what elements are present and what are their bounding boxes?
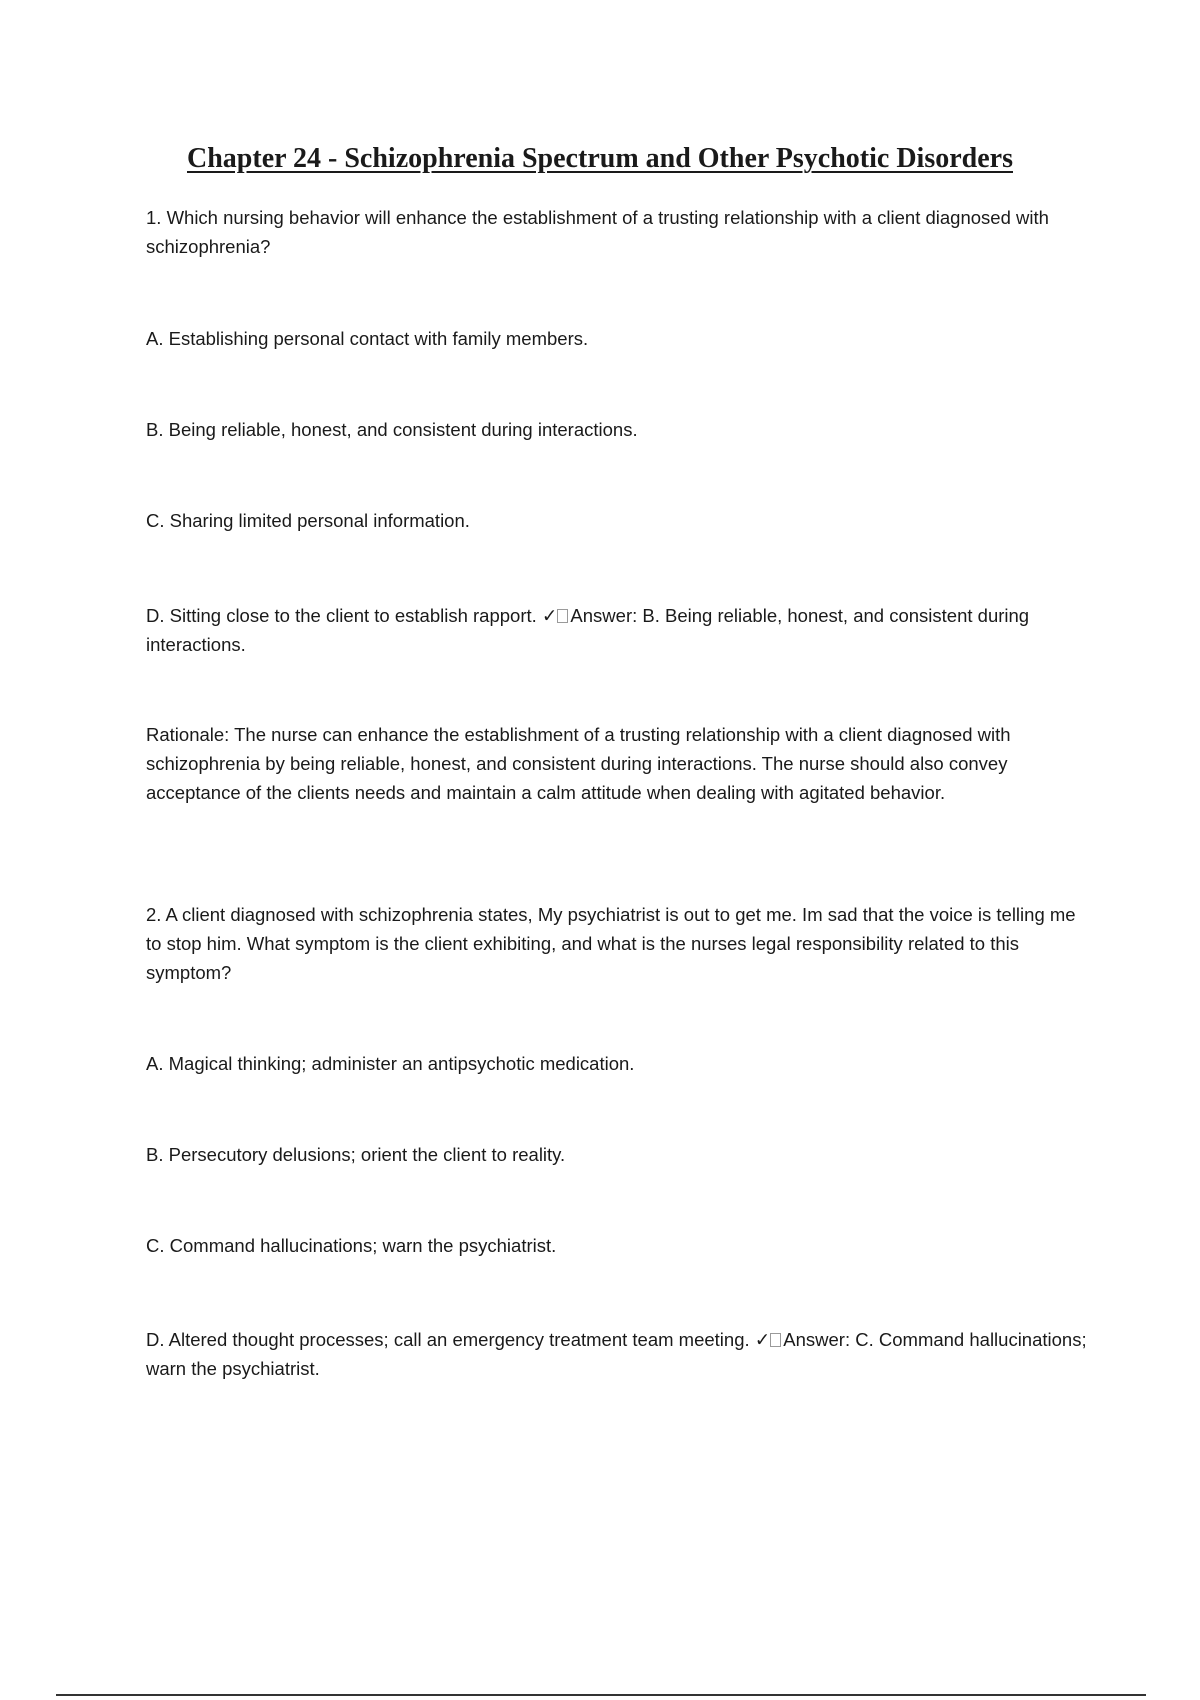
checkmark-icon: ✓ (541, 605, 558, 626)
question-1-text: 1. Which nursing behavior will enhance the establishment of a trusting relationship with a client diagnosed with schizophrenia? (146, 207, 1049, 257)
checkmark-icon: ✓ (754, 1329, 771, 1350)
question-2-option-d-with-answer (146, 1325, 1090, 1383)
question-2-option-a: A. Magical thinking; administer an antipsychotic medication. (146, 1053, 635, 1074)
question-1-option-d-with-answer (146, 601, 1090, 659)
question-1-answer: Answer: B. Being reliable, honest, and consistent during interactions. (146, 605, 1030, 655)
page-title-text: Chapter 24 - Schizophrenia Spectrum and Other Psychotic Disorders (187, 143, 1013, 174)
question-2-answer: Answer: C. Command hallucinations; warn the psychiatrist. (146, 1329, 1087, 1379)
page-title (0, 141, 1200, 177)
empty-box-glyph (557, 609, 568, 623)
empty-box-glyph (770, 1333, 781, 1347)
question-2-option-d: D. Altered thought processes; call an emergency treatment team meeting. (146, 1329, 750, 1350)
question-2-option-c: C. Command hallucinations; warn the psychiatrist. (146, 1235, 557, 1256)
question-1-option-c: C. Sharing limited personal information. (146, 510, 470, 531)
question-2-option-b: B. Persecutory delusions; orient the client to reality. (146, 1144, 566, 1165)
question-2-text: 2. A client diagnosed with schizophrenia states, My psychiatrist is out to get me. Im sad that the voice is telling me to stop him. What symptom is the client exhibiting, and what is the nurses legal responsibility related to this symptom? (146, 904, 1076, 983)
question-1-rationale: Rationale: The nurse can enhance the establishment of a trusting relationship with a client diagnosed with schizophrenia by being reliable, honest, and consistent during interactions. The nurse should also convey acceptance of the clients needs and maintain a calm attitude when dealing with agitated behavior. (146, 724, 1011, 803)
question-1-option-a: A. Establishing personal contact with family members. (146, 328, 589, 349)
question-1-option-b: B. Being reliable, honest, and consistent during interactions. (146, 419, 638, 440)
footer-divider (56, 1694, 1146, 1696)
question-1-option-d: D. Sitting close to the client to establish rapport. (146, 605, 537, 626)
